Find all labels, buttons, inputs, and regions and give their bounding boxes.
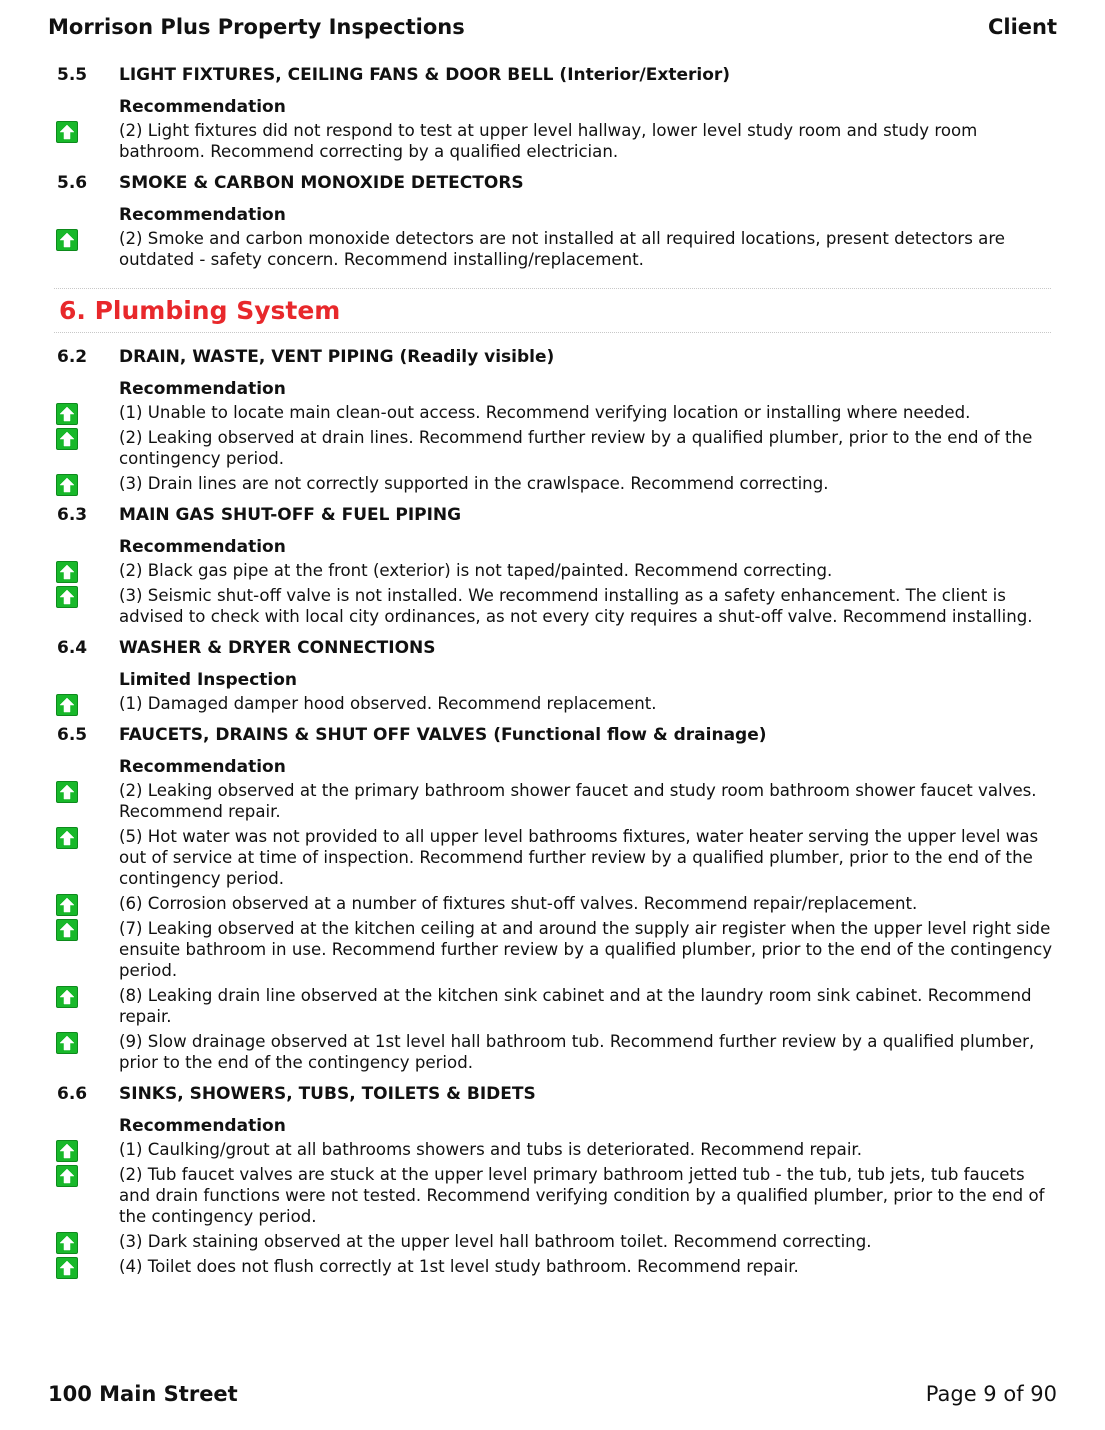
page-header (48, 12, 1057, 42)
top-subsections (0, 65, 1105, 270)
category-label: Recommendation (119, 537, 286, 557)
recommendation-item (0, 985, 1105, 1027)
subsection (0, 173, 1105, 270)
report-content (0, 60, 1105, 1277)
subsection-number: 5.5 (57, 65, 88, 85)
recommendation-item (0, 228, 1105, 270)
page-number: Page 9 of 90 (925, 1382, 1057, 1406)
item-text: (2) Light fixtures did not respond to test at upper level hallway, lower level study room and study room bathroom. Recommend correcting by a qualified electrician. (119, 121, 978, 161)
property-address: 100 Main Street (48, 1382, 238, 1406)
item-text: (9) Slow drainage observed at 1st level hall bathroom tub. Recommend further review by a qualified plumber, prior to the end of the contingency period. (119, 1032, 1035, 1072)
subsection (0, 65, 1105, 162)
subsection-number: 6.4 (57, 638, 88, 658)
subsection-heading (0, 65, 1105, 87)
green-up-arrow-icon (56, 1140, 78, 1162)
recommendation-item (0, 1231, 1105, 1252)
item-text: (1) Caulking/grout at all bathrooms showers and tubs is deteriorated. Recommend repair. (119, 1140, 862, 1159)
green-up-arrow-icon (56, 1232, 78, 1254)
subsection-title: LIGHT FIXTURES, CEILING FANS & DOOR BELL (Interior/Exterior) (119, 65, 731, 85)
subsection-number: 6.3 (57, 505, 88, 525)
section-title: 6. Plumbing System (59, 296, 341, 325)
subsection-title: SINKS, SHOWERS, TUBS, TOILETS & BIDETS (119, 1084, 536, 1104)
item-text: (2) Black gas pipe at the front (exterior) is not taped/painted. Recommend correcting. (119, 561, 833, 580)
item-text: (2) Tub faucet valves are stuck at the upper level primary bathroom jetted tub - the tub, tub jets, tub faucets and drain functions were not tested. Recommend verifying condition by a qualified plumber, prior to the end of the contingency period. (119, 1165, 1045, 1226)
green-up-arrow-icon (56, 986, 78, 1008)
subsection-heading (0, 725, 1105, 747)
item-text: (5) Hot water was not provided to all upper level bathrooms fixtures, water heater serving the upper level was out of service at time of inspection. Recommend further review by a qualified plumber, prior to the end of the contingency period. (119, 827, 1039, 888)
subsection-heading (0, 173, 1105, 195)
recommendation-item (0, 1139, 1105, 1160)
recommendation-item (0, 1031, 1105, 1073)
item-text: (2) Smoke and carbon monoxide detectors are not installed at all required locations, present detectors are outdated - safety concern. Recommend installing/replacement. (119, 229, 1005, 269)
item-text: (3) Drain lines are not correctly supported in the crawlspace. Recommend correcting. (119, 474, 829, 493)
green-up-arrow-icon (56, 919, 78, 941)
page-footer (48, 1380, 1057, 1408)
category-label: Recommendation (119, 1116, 286, 1136)
subsection-number: 6.6 (57, 1084, 88, 1104)
company-name: Morrison Plus Property Inspections (48, 15, 465, 39)
item-text: (1) Unable to locate main clean-out access. Recommend verifying location or installing where needed. (119, 403, 971, 422)
green-up-arrow-icon (56, 121, 78, 143)
category-label: Recommendation (119, 379, 286, 399)
client-label: Client (987, 15, 1057, 39)
subsection (0, 638, 1105, 714)
recommendation-item (0, 585, 1105, 627)
green-up-arrow-icon (56, 694, 78, 716)
recommendation-item (0, 473, 1105, 494)
recommendation-item (0, 693, 1105, 714)
category-label: Recommendation (119, 757, 286, 777)
recommendation-item (0, 427, 1105, 469)
subsection-title: FAUCETS, DRAINS & SHUT OFF VALVES (Functional flow & drainage) (119, 725, 767, 745)
green-up-arrow-icon (56, 894, 78, 916)
recommendation-item (0, 893, 1105, 914)
recommendation-item (0, 918, 1105, 981)
green-up-arrow-icon (56, 827, 78, 849)
recommendation-item (0, 780, 1105, 822)
recommendation-item (0, 1256, 1105, 1277)
recommendation-item (0, 560, 1105, 581)
category-label: Limited Inspection (119, 670, 298, 690)
green-up-arrow-icon (56, 586, 78, 608)
recommendation-item (0, 402, 1105, 423)
green-up-arrow-icon (56, 561, 78, 583)
green-up-arrow-icon (56, 403, 78, 425)
green-up-arrow-icon (56, 474, 78, 496)
subsection-heading (0, 347, 1105, 369)
item-text: (2) Leaking observed at drain lines. Recommend further review by a qualified plumber, prior to the end of the contingency period. (119, 428, 1033, 468)
subsection-number: 6.2 (57, 347, 88, 367)
subsection-heading (0, 638, 1105, 660)
category-label: Recommendation (119, 205, 286, 225)
category-label: Recommendation (119, 97, 286, 117)
green-up-arrow-icon (56, 781, 78, 803)
plumbing-subsections (0, 347, 1105, 1277)
item-text: (4) Toilet does not flush correctly at 1st level study bathroom. Recommend repair. (119, 1257, 799, 1276)
item-text: (3) Dark staining observed at the upper level hall bathroom toilet. Recommend correcting. (119, 1232, 872, 1251)
subsection-title: MAIN GAS SHUT-OFF & FUEL PIPING (119, 505, 462, 525)
green-up-arrow-icon (56, 428, 78, 450)
subsection (0, 1084, 1105, 1277)
subsection (0, 725, 1105, 1073)
recommendation-item (0, 1164, 1105, 1227)
item-text: (6) Corrosion observed at a number of fixtures shut-off valves. Recommend repair/replacement. (119, 894, 918, 913)
subsection-title: WASHER & DRYER CONNECTIONS (119, 638, 436, 658)
subsection-heading (0, 1084, 1105, 1106)
green-up-arrow-icon (56, 1032, 78, 1054)
subsection (0, 347, 1105, 494)
green-up-arrow-icon (56, 229, 78, 251)
recommendation-item (0, 120, 1105, 162)
subsection-title: SMOKE & CARBON MONOXIDE DETECTORS (119, 173, 524, 193)
item-text: (2) Leaking observed at the primary bathroom shower faucet and study room bathroom shower faucet valves. Recommend repair. (119, 781, 1037, 821)
recommendation-item (0, 826, 1105, 889)
item-text: (7) Leaking observed at the kitchen ceiling at and around the supply air register when the upper level right side ensuite bathroom in use. Recommend further review by a qualified plumber, prior to the end of the contingency period. (119, 919, 1053, 980)
subsection-number: 6.5 (57, 725, 88, 745)
subsection-heading (0, 505, 1105, 527)
green-up-arrow-icon (56, 1257, 78, 1279)
subsection (0, 505, 1105, 627)
green-up-arrow-icon (56, 1165, 78, 1187)
item-text: (8) Leaking drain line observed at the kitchen sink cabinet and at the laundry room sink cabinet. Recommend repair. (119, 986, 1032, 1026)
item-text: (3) Seismic shut-off valve is not installed. We recommend installing as a safety enhancement. The client is advised to check with local city ordinances, as not every city requires a shut-off valve. Recommend installing. (119, 586, 1033, 626)
section-header (54, 288, 1051, 333)
item-text: (1) Damaged damper hood observed. Recommend replacement. (119, 694, 657, 713)
subsection-number: 5.6 (57, 173, 88, 193)
subsection-title: DRAIN, WASTE, VENT PIPING (Readily visible) (119, 347, 555, 367)
